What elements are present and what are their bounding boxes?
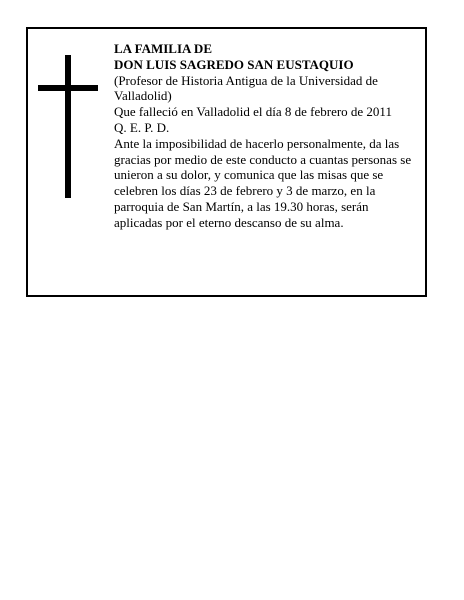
rip-text: Q. E. P. D. (114, 119, 170, 135)
cross-vertical-bar (65, 55, 71, 198)
notice-text-block (114, 41, 418, 231)
obituary-notice (26, 27, 427, 297)
notice-body-text: Ante la imposibilidad de hacerlo personalmente, da las gracias por medio de este conducto a cuantas personas se unieron a su dolor, y comunica que las misas que se celebren los días 23 de febrero y 3 de marzo, en la parroquia de San Martín, a las 19.30 horas, serán aplicadas por el eterno descanso de su alma. (114, 135, 412, 230)
cross-icon (38, 55, 98, 198)
profession-text: (Profesor de Historia Antigua de la Universidad de Valladolid) (114, 72, 378, 104)
cross-horizontal-bar (38, 85, 98, 91)
death-date-text: Que falleció en Valladolid el día 8 de febrero de 2011 (114, 104, 392, 120)
heading-deceased-name: DON LUIS SAGREDO SAN EUSTAQUIO (114, 56, 354, 72)
heading-family: LA FAMILIA DE (114, 41, 212, 56)
